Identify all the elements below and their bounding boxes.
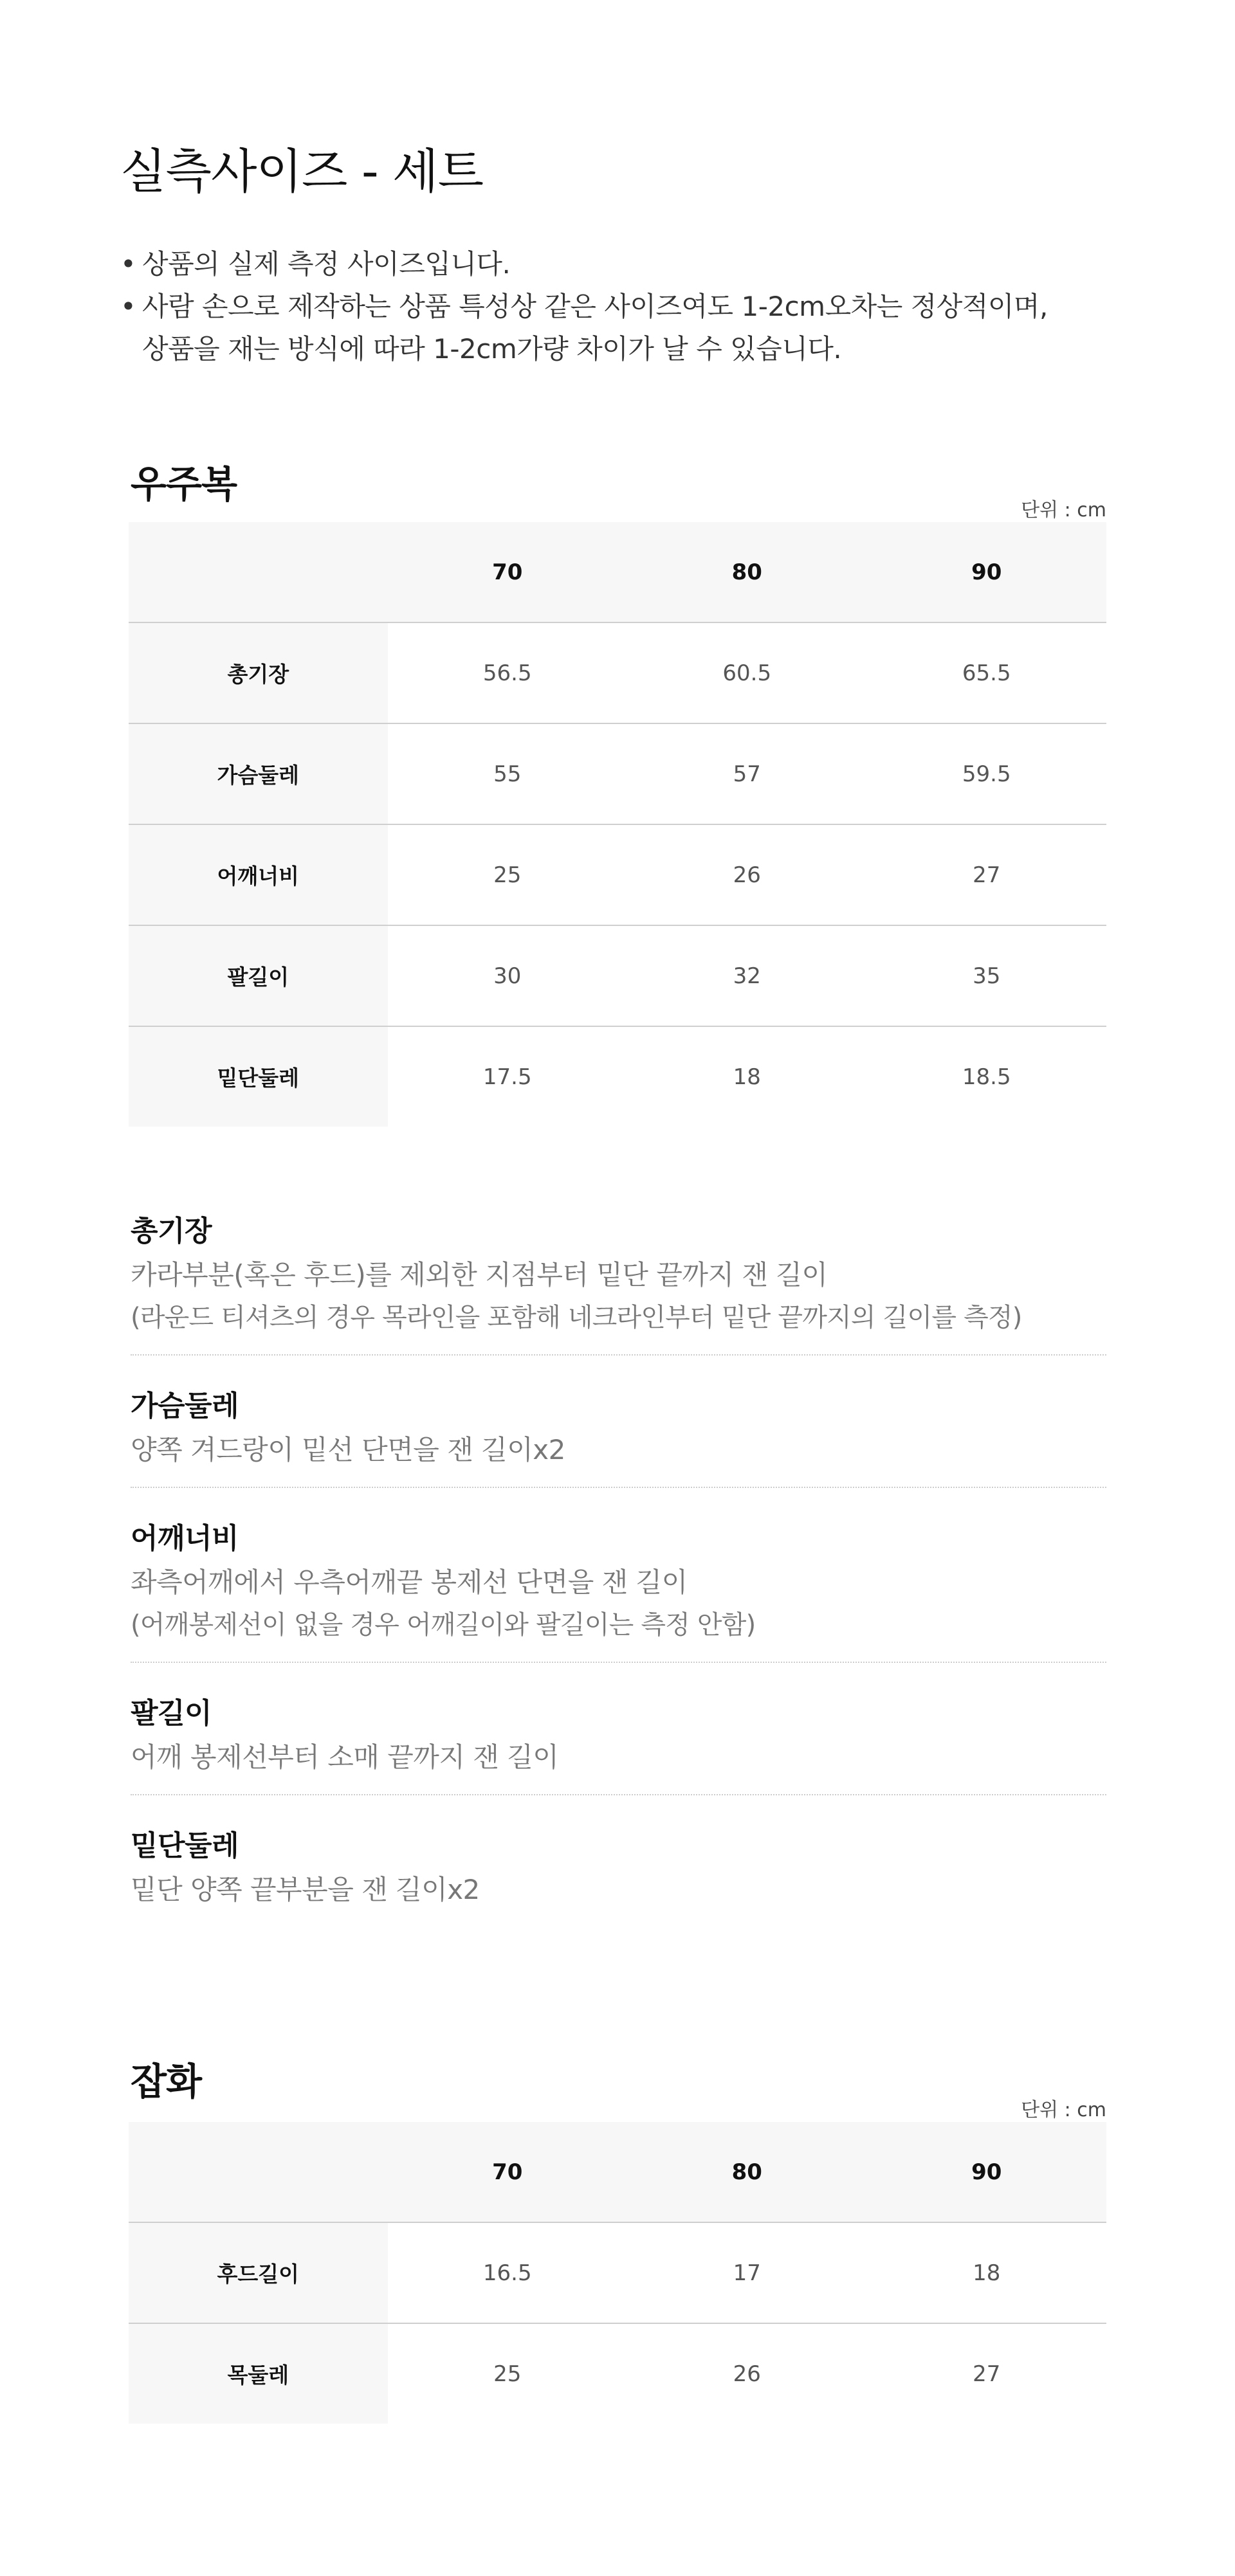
table-row: [129, 2323, 1106, 2424]
table-cell: 56.5: [388, 622, 627, 723]
definition-item: [131, 1691, 1106, 1795]
row-label: 목둘레: [129, 2323, 388, 2424]
table-cell: 25: [388, 2323, 627, 2424]
table-cell: 26: [627, 2323, 866, 2424]
notice-list: [120, 243, 1124, 370]
definition-item: [131, 1384, 1106, 1488]
table-header-row: [129, 2122, 1106, 2222]
row-label: 가슴둘레: [129, 723, 388, 824]
size-header-cell: 80: [627, 522, 866, 622]
row-label: 총기장: [129, 622, 388, 723]
row-label: 어깨너비: [129, 824, 388, 925]
table-cell: 26: [627, 824, 866, 925]
definition-note: (라운드 티셔츠의 경우 목라인을 포함해 네크라인부터 밑단 끝까지의 길이를 측정): [131, 1303, 1022, 1332]
size-header-cell: 70: [388, 2122, 627, 2222]
unit-label: 단위 : cm: [1021, 499, 1106, 522]
table-cell: 16.5: [388, 2222, 627, 2323]
table-cell: 17.5: [388, 1026, 627, 1127]
header-corner-cell: [129, 522, 388, 622]
measurement-definitions: [131, 1209, 1106, 1955]
definition-item: [131, 1824, 1106, 1927]
definition-title: 어깨너비: [131, 1522, 239, 1555]
table-cell: 60.5: [627, 622, 866, 723]
size-table-bodysuit: [129, 522, 1106, 1127]
size-header-cell: 80: [627, 2122, 866, 2222]
table-cell: 59.5: [866, 723, 1106, 824]
page-title: 실측사이즈 - 세트: [120, 144, 484, 199]
row-label: 밑단둘레: [129, 1026, 388, 1127]
definition-note: (어깨봉제선이 없을 경우 어깨길이와 팔길이는 측정 안함): [131, 1610, 756, 1640]
size-table-accessories: [129, 2122, 1106, 2424]
table-cell: 18.5: [866, 1026, 1106, 1127]
definition-description: 어깨 봉제선부터 소매 끝까지 잰 길이: [131, 1741, 559, 1773]
table-row: [129, 2222, 1106, 2323]
definition-description: 양쪽 겨드랑이 밑선 단면을 잰 길이x2: [131, 1434, 565, 1465]
table-cell: 35: [866, 925, 1106, 1026]
row-label: 후드길이: [129, 2222, 388, 2323]
table-cell: 17: [627, 2222, 866, 2323]
definition-title: 밑단둘레: [131, 1829, 239, 1862]
definition-title: 가슴둘레: [131, 1390, 239, 1422]
definition-description: 카라부분(혹은 후드)를 제외한 지점부터 밑단 끝까지 잰 길이: [131, 1259, 828, 1291]
table-cell: 55: [388, 723, 627, 824]
size-header-cell: 90: [866, 522, 1106, 622]
size-header-cell: 70: [388, 522, 627, 622]
definition-item: [131, 1516, 1106, 1663]
table-cell: 18: [627, 1026, 866, 1127]
table-cell: 27: [866, 2323, 1106, 2424]
table-header-row: [129, 522, 1106, 622]
table-row: [129, 622, 1106, 723]
section-title-bodysuit: 우주복: [131, 462, 237, 506]
row-label: 팔길이: [129, 925, 388, 1026]
definition-title: 팔길이: [131, 1697, 212, 1730]
definition-description: 좌측어깨에서 우측어깨끝 봉제선 단면을 잰 길이: [131, 1566, 688, 1598]
notice-item-continuation: 상품을 재는 방식에 따라 1-2cm가량 차이가 날 수 있습니다.: [142, 333, 842, 365]
definition-item: [131, 1209, 1106, 1356]
table-cell: 30: [388, 925, 627, 1026]
table-cell: 32: [627, 925, 866, 1026]
header-corner-cell: [129, 2122, 388, 2222]
table-cell: 25: [388, 824, 627, 925]
unit-label: 단위 : cm: [1021, 2099, 1106, 2121]
table-cell: 27: [866, 824, 1106, 925]
definition-description: 밑단 양쪽 끝부분을 잰 길이x2: [131, 1874, 480, 1905]
table-row: [129, 824, 1106, 925]
notice-item: • 상품의 실제 측정 사이즈입니다.: [120, 243, 1124, 286]
table-row: [129, 925, 1106, 1026]
definition-title: 총기장: [131, 1215, 212, 1247]
table-cell: 65.5: [866, 622, 1106, 723]
table-cell: 18: [866, 2222, 1106, 2323]
table-cell: 57: [627, 723, 866, 824]
section-title-accessories: 잡화: [131, 2060, 202, 2103]
size-header-cell: 90: [866, 2122, 1106, 2222]
table-row: [129, 723, 1106, 824]
notice-item: • 사람 손으로 제작하는 상품 특성상 같은 사이즈여도 1-2cm오차는 정상적이며,: [120, 286, 1124, 328]
table-row: [129, 1026, 1106, 1127]
